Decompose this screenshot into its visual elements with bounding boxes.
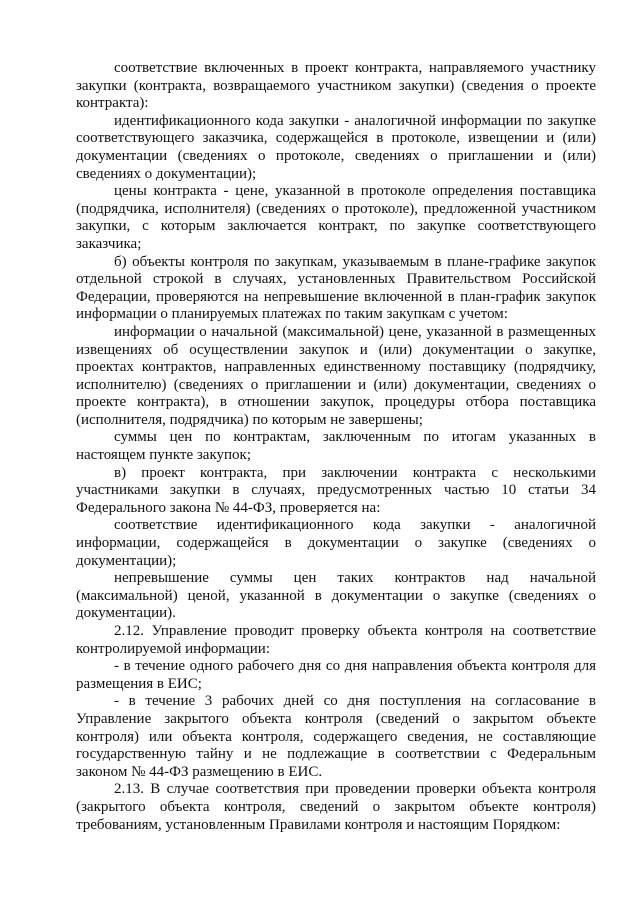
paragraph-procurement-id-code: идентификационного кода закупки - аналогичной информации по закупке соответствующего заказчика, содержащейся в протоколе, извещении и (или) документации (сведениях о протоколе, сведениях о приглашении и (или) сведениях о документации); — [76, 112, 596, 182]
paragraph-price-sum-not-exceeding: непревышение суммы цен таких контрактов над начальной (максимальной) ценой, указанной в документации о закупке (сведениях о документации). — [76, 570, 596, 622]
paragraph-item-v-contract-project: в) проект контракта, при заключении контракта с несколькими участниками закупки в случаях, предусмотренных частью 10 статьи 34 Федерального закона № 44-ФЗ, проверяется на: — [76, 464, 596, 516]
paragraph-one-working-day: - в течение одного рабочего дня со дня направления объекта контроля для размещения в ЕИС; — [76, 658, 596, 692]
paragraph-section-2-13: 2.13. В случае соответствия при проведении проверки объекта контроля (закрытого объекта контроля, сведений о закрытом объекте контроля) требованиям, установленным Правилами контроля и настоящим Порядком: — [76, 781, 596, 833]
paragraph-contract-project-compliance: соответствие включенных в проект контракта, направляемого участнику закупки (контракта, возвращаемого участником закупки) (сведения о проекте контракта): — [76, 60, 596, 112]
paragraph-three-working-days: - в течение 3 рабочих дней со дня поступления на согласование в Управление закрытого объекта контроля (сведений о закрытом объекте контроля) или объекта контроля, содержащего сведения, не составляющие государственную тайну и не подлежащие в соответствии с Федеральным законом № 44-ФЗ размещению в ЕИС. — [76, 693, 596, 780]
paragraph-contract-price: цены контракта - цене, указанной в протоколе определения поставщика (подрядчика, исполнителя) (сведениях о протоколе), предложенной участником закупки, с которым заключается контракт, по закупке соответствующего заказчика; — [76, 183, 596, 252]
paragraph-initial-max-price-info: информации о начальной (максимальной) цене, указанной в размещенных извещениях об осуществлении закупок и (или) документации о закупке, проектах контрактов, направленных единственному поставщику (подрядчику, исполнителю) (сведениях о приглашении и (или) документации, сведениях о проекте контракта), в отношении закупок, процедуры отбора поставщика (исполнителя, подрядчика) по которым не завершены; — [76, 323, 596, 428]
paragraph-contract-price-sums: суммы цен по контрактам, заключенным по итогам указанных в настоящем пункте закупок; — [76, 429, 596, 464]
paragraph-id-code-compliance: соответствие идентификационного кода закупки - аналогичной информации, содержащейся в документации о закупке (сведениях о документации); — [76, 517, 596, 569]
paragraph-section-2-12: 2.12. Управление проводит проверку объекта контроля на соответствие контролируемой информации: — [76, 623, 596, 657]
paragraph-item-b-plan-schedule: б) объекты контроля по закупкам, указываемым в плане-графике закупок отдельной строкой в случаях, установленных Правительством Российской Федерации, проверяются на непревышение включенной в план-график закупок информации о планируемых платежах по таким закупкам с учетом: — [76, 253, 596, 323]
document-page — [76, 60, 596, 834]
